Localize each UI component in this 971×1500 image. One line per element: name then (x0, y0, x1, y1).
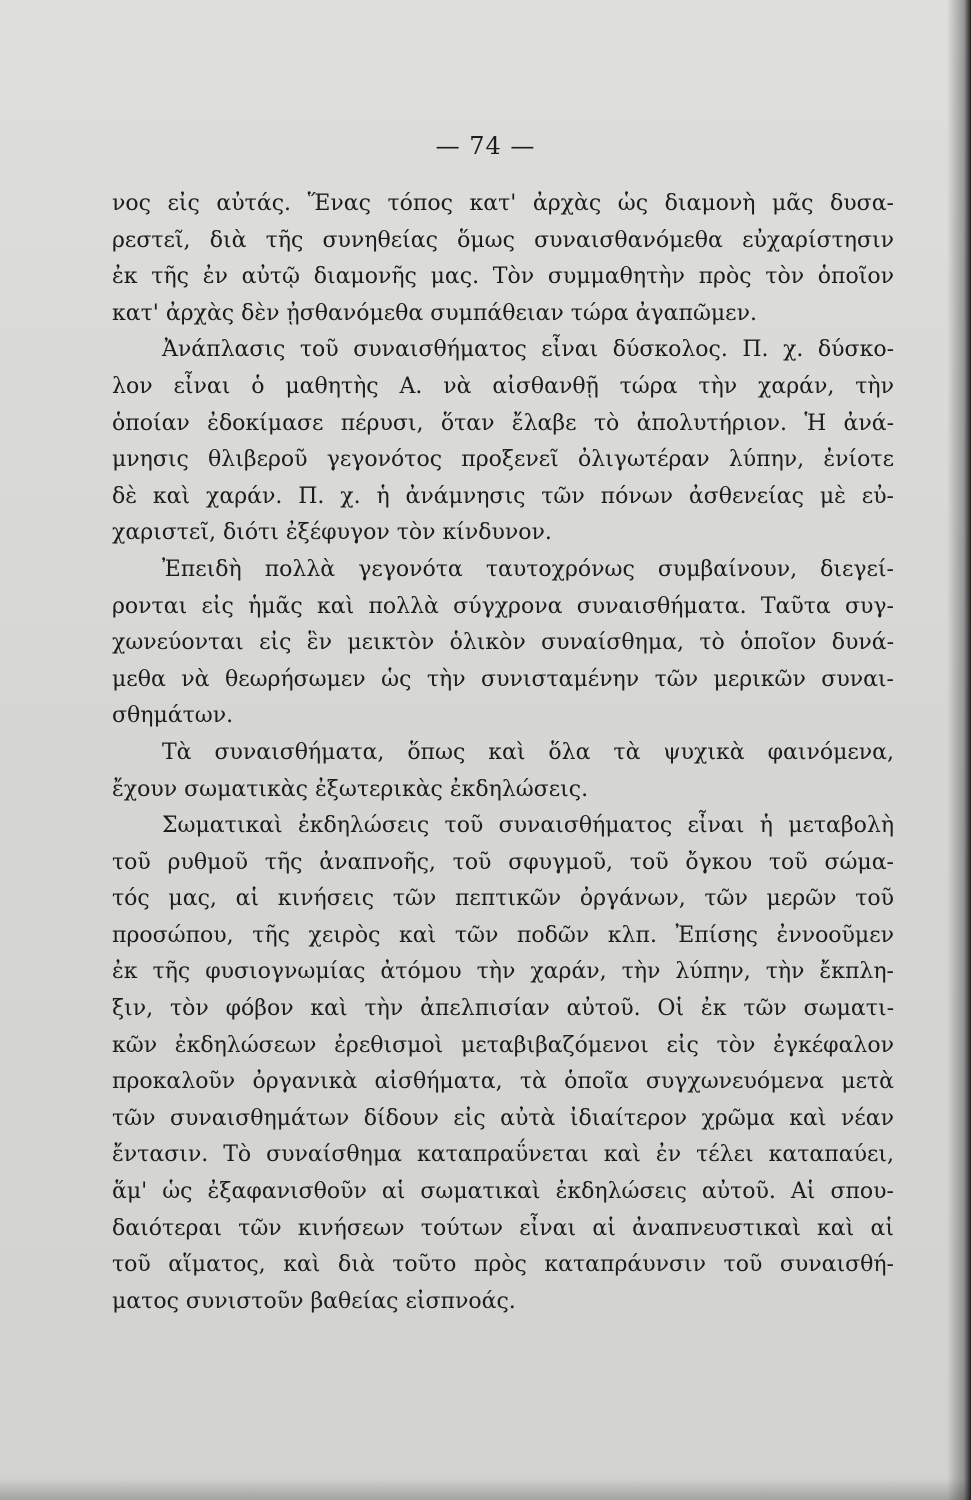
text-line: προσώπου, τῆς χειρὸς καὶ τῶν ποδῶν κλπ. Ἐπίσης ἐννοοῦμεν (112, 922, 894, 948)
text-line: ματος συνιστοῦν βαθείας εἰσπνοάς. (112, 1288, 516, 1314)
text-line: ξιν, τὸν φόβον καὶ τὴν ἀπελπισίαν αὐτοῦ. Οἱ ἐκ τῶν σωματι- (112, 996, 894, 1022)
text-line: Ἀνάπλασις τοῦ συναισθήματος εἶναι δύσκολος. Π. χ. δύσκο- (162, 337, 894, 363)
body-text (112, 186, 894, 1320)
text-line: ἔντασιν. Τὸ συναίσθημα καταπραΰνεται καὶ ἐν τέλει καταπαύει, (112, 1142, 894, 1168)
page-edge-shadow (947, 0, 971, 1500)
text-line: δὲ καὶ χαράν. Π. χ. ἡ ἀνάμνησις τῶν πόνων ἀσθενείας μὲ εὐ- (112, 483, 894, 509)
text-line: τοῦ αἵματος, καὶ διὰ τοῦτο πρὸς καταπράυνσιν τοῦ συναισθή- (112, 1252, 894, 1278)
text-line: ἐκ τῆς ἐν αὐτῷ διαμονῆς μας. Τὸν συμμαθητὴν πρὸς τὸν ὁποῖον (112, 264, 894, 290)
text-line: σθημάτων. (112, 703, 234, 729)
text-line: Ἐπειδὴ πολλὰ γεγονότα ταυτοχρόνως συμβαίνουν, διεγεί- (162, 556, 894, 582)
text-line: νος εἰς αὐτάς. Ἕνας τόπος κατ' ἀρχὰς ὡς διαμονὴ μᾶς δυσα- (112, 191, 894, 216)
text-line: κατ' ἀρχὰς δὲν ᾐσθανόμεθα συμπάθειαν τώρα ἀγαπῶμεν. (112, 300, 757, 326)
text-line: ρονται εἰς ἡμᾶς καὶ πολλὰ σύγχρονα συναισθήματα. Ταῦτα συγ- (112, 593, 894, 619)
text-line: Σωματικαὶ ἐκδηλώσεις τοῦ συναισθήματος εἶναι ἡ μεταβολὴ (162, 813, 894, 839)
text-line: ὁποίαν ἐδοκίμασε πέρυσι, ὅταν ἔλαβε τὸ ἀπολυτήριον. Ἡ ἀνά- (112, 410, 894, 436)
text-line: Τὰ συναισθήματα, ὅπως καὶ ὅλα τὰ ψυχικὰ φαινόμενα, (162, 739, 894, 765)
text-line: δαιότεραι τῶν κινήσεων τούτων εἶναι αἱ ἀναπνευστικαὶ καὶ αἱ (112, 1215, 894, 1241)
text-line: μνησις θλιβεροῦ γεγονότος προξενεῖ ὀλιγωτέραν λύπην, ἐνίοτε (112, 447, 894, 473)
text-line: χαριστεῖ, διότι ἐξέφυγον τὸν κίνδυνον. (112, 520, 552, 546)
text-line: ἔχουν σωματικὰς ἐξωτερικὰς ἐκδηλώσεις. (112, 776, 589, 802)
text-line: τός μας, αἱ κινήσεις τῶν πεπτικῶν ὀργάνων, τῶν μερῶν τοῦ (112, 886, 894, 912)
text-line: λον εἶναι ὁ μαθητὴς Α. νὰ αἰσθανθῇ τώρα τὴν χαράν, τὴν (112, 373, 894, 399)
text-line: ἅμ' ὡς ἐξαφανισθοῦν αἱ σωματικαὶ ἐκδηλώσεις αὐτοῦ. Αἱ σπου- (112, 1179, 894, 1205)
text-line: μεθα νὰ θεωρήσωμεν ὡς τὴν συνισταμένην τῶν μερικῶν συναι- (112, 666, 894, 692)
page-bottom-shadow (0, 1478, 971, 1500)
text-line: προκαλοῦν ὀργανικὰ αἰσθήματα, τὰ ὁποῖα συγχωνευόμενα μετὰ (112, 1069, 894, 1095)
text-line: ρεστεῖ, διὰ τῆς συνηθείας ὅμως συναισθανόμεθα εὐχαρίστησιν (112, 227, 894, 253)
text-line: ἐκ τῆς φυσιογνωμίας ἀτόμου τὴν χαράν, τὴν λύπην, τὴν ἔκπλη- (112, 959, 894, 985)
page-number: — 74 — (435, 132, 536, 160)
text-line: τοῦ ρυθμοῦ τῆς ἀναπνοῆς, τοῦ σφυγμοῦ, τοῦ ὄγκου τοῦ σώμα- (112, 849, 894, 875)
text-line: χωνεύονται εἰς ἓν μεικτὸν ὁλικὸν συναίσθημα, τὸ ὁποῖον δυνά- (112, 630, 894, 656)
text-line: τῶν συναισθημάτων δίδουν εἰς αὐτὰ ἰδιαίτερον χρῶμα καὶ νέαν (112, 1105, 894, 1131)
text-line: κῶν ἐκδηλώσεων ἐρεθισμοὶ μεταβιβαζόμενοι εἰς τὸν ἐγκέφαλον (112, 1032, 894, 1058)
